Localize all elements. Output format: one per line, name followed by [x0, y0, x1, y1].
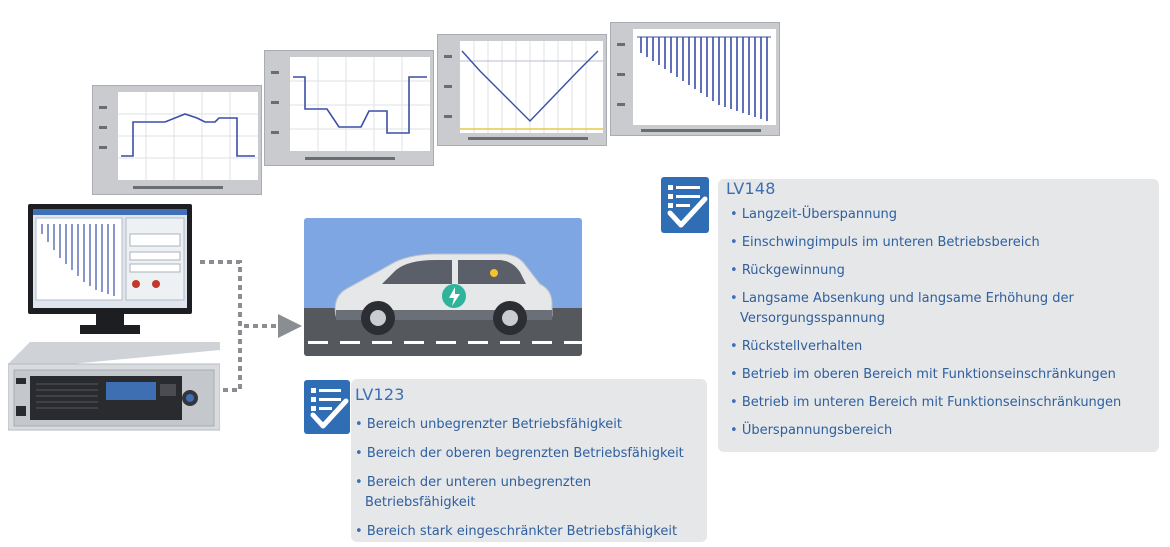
lv123-title: LV123	[355, 385, 405, 404]
list-item: • Betrieb im oberen Bereich mit Funktionseinschränkungen	[730, 365, 1150, 385]
list-item: • Bereich unbegrenzter Betriebsfähigkeit	[355, 415, 705, 435]
lv148-list	[730, 205, 1150, 441]
list-item: • Rückstellverhalten	[730, 337, 1150, 357]
arrow-right-icon	[278, 314, 302, 338]
waveform-chart-4	[610, 22, 780, 136]
list-item: • Rückgewinnung	[730, 261, 1150, 281]
connector-lines	[0, 0, 320, 420]
lv123-list	[355, 415, 705, 542]
list-item: • Überspannungsbereich	[730, 421, 1150, 441]
list-item: • Einschwingimpuls im unteren Betriebsbereich	[730, 233, 1150, 253]
waveform-chart-3	[437, 34, 607, 146]
list-item: • Betrieb im unteren Bereich mit Funktionseinschränkungen	[730, 393, 1150, 413]
waveform-chart-3-plot	[438, 35, 608, 147]
list-item: • Bereich der unteren unbegrenzten Betriebsfähigkeit	[355, 473, 705, 513]
list-item: • Bereich stark eingeschränkter Betriebsfähigkeit	[355, 522, 705, 542]
checklist-icon	[304, 380, 350, 434]
checklist-icon	[661, 177, 709, 233]
lv148-title: LV148	[726, 179, 776, 198]
lv148-panel	[718, 179, 1159, 452]
list-item: • Langzeit-Überspannung	[730, 205, 1150, 225]
electric-car-illustration	[304, 218, 582, 356]
waveform-chart-4-plot	[611, 23, 781, 137]
list-item: • Bereich der oberen begrenzten Betriebsfähigkeit	[355, 444, 705, 464]
lv123-panel	[351, 379, 707, 542]
list-item: • Langsame Absenkung und langsame Erhöhung der Versorgungsspannung	[730, 289, 1080, 329]
